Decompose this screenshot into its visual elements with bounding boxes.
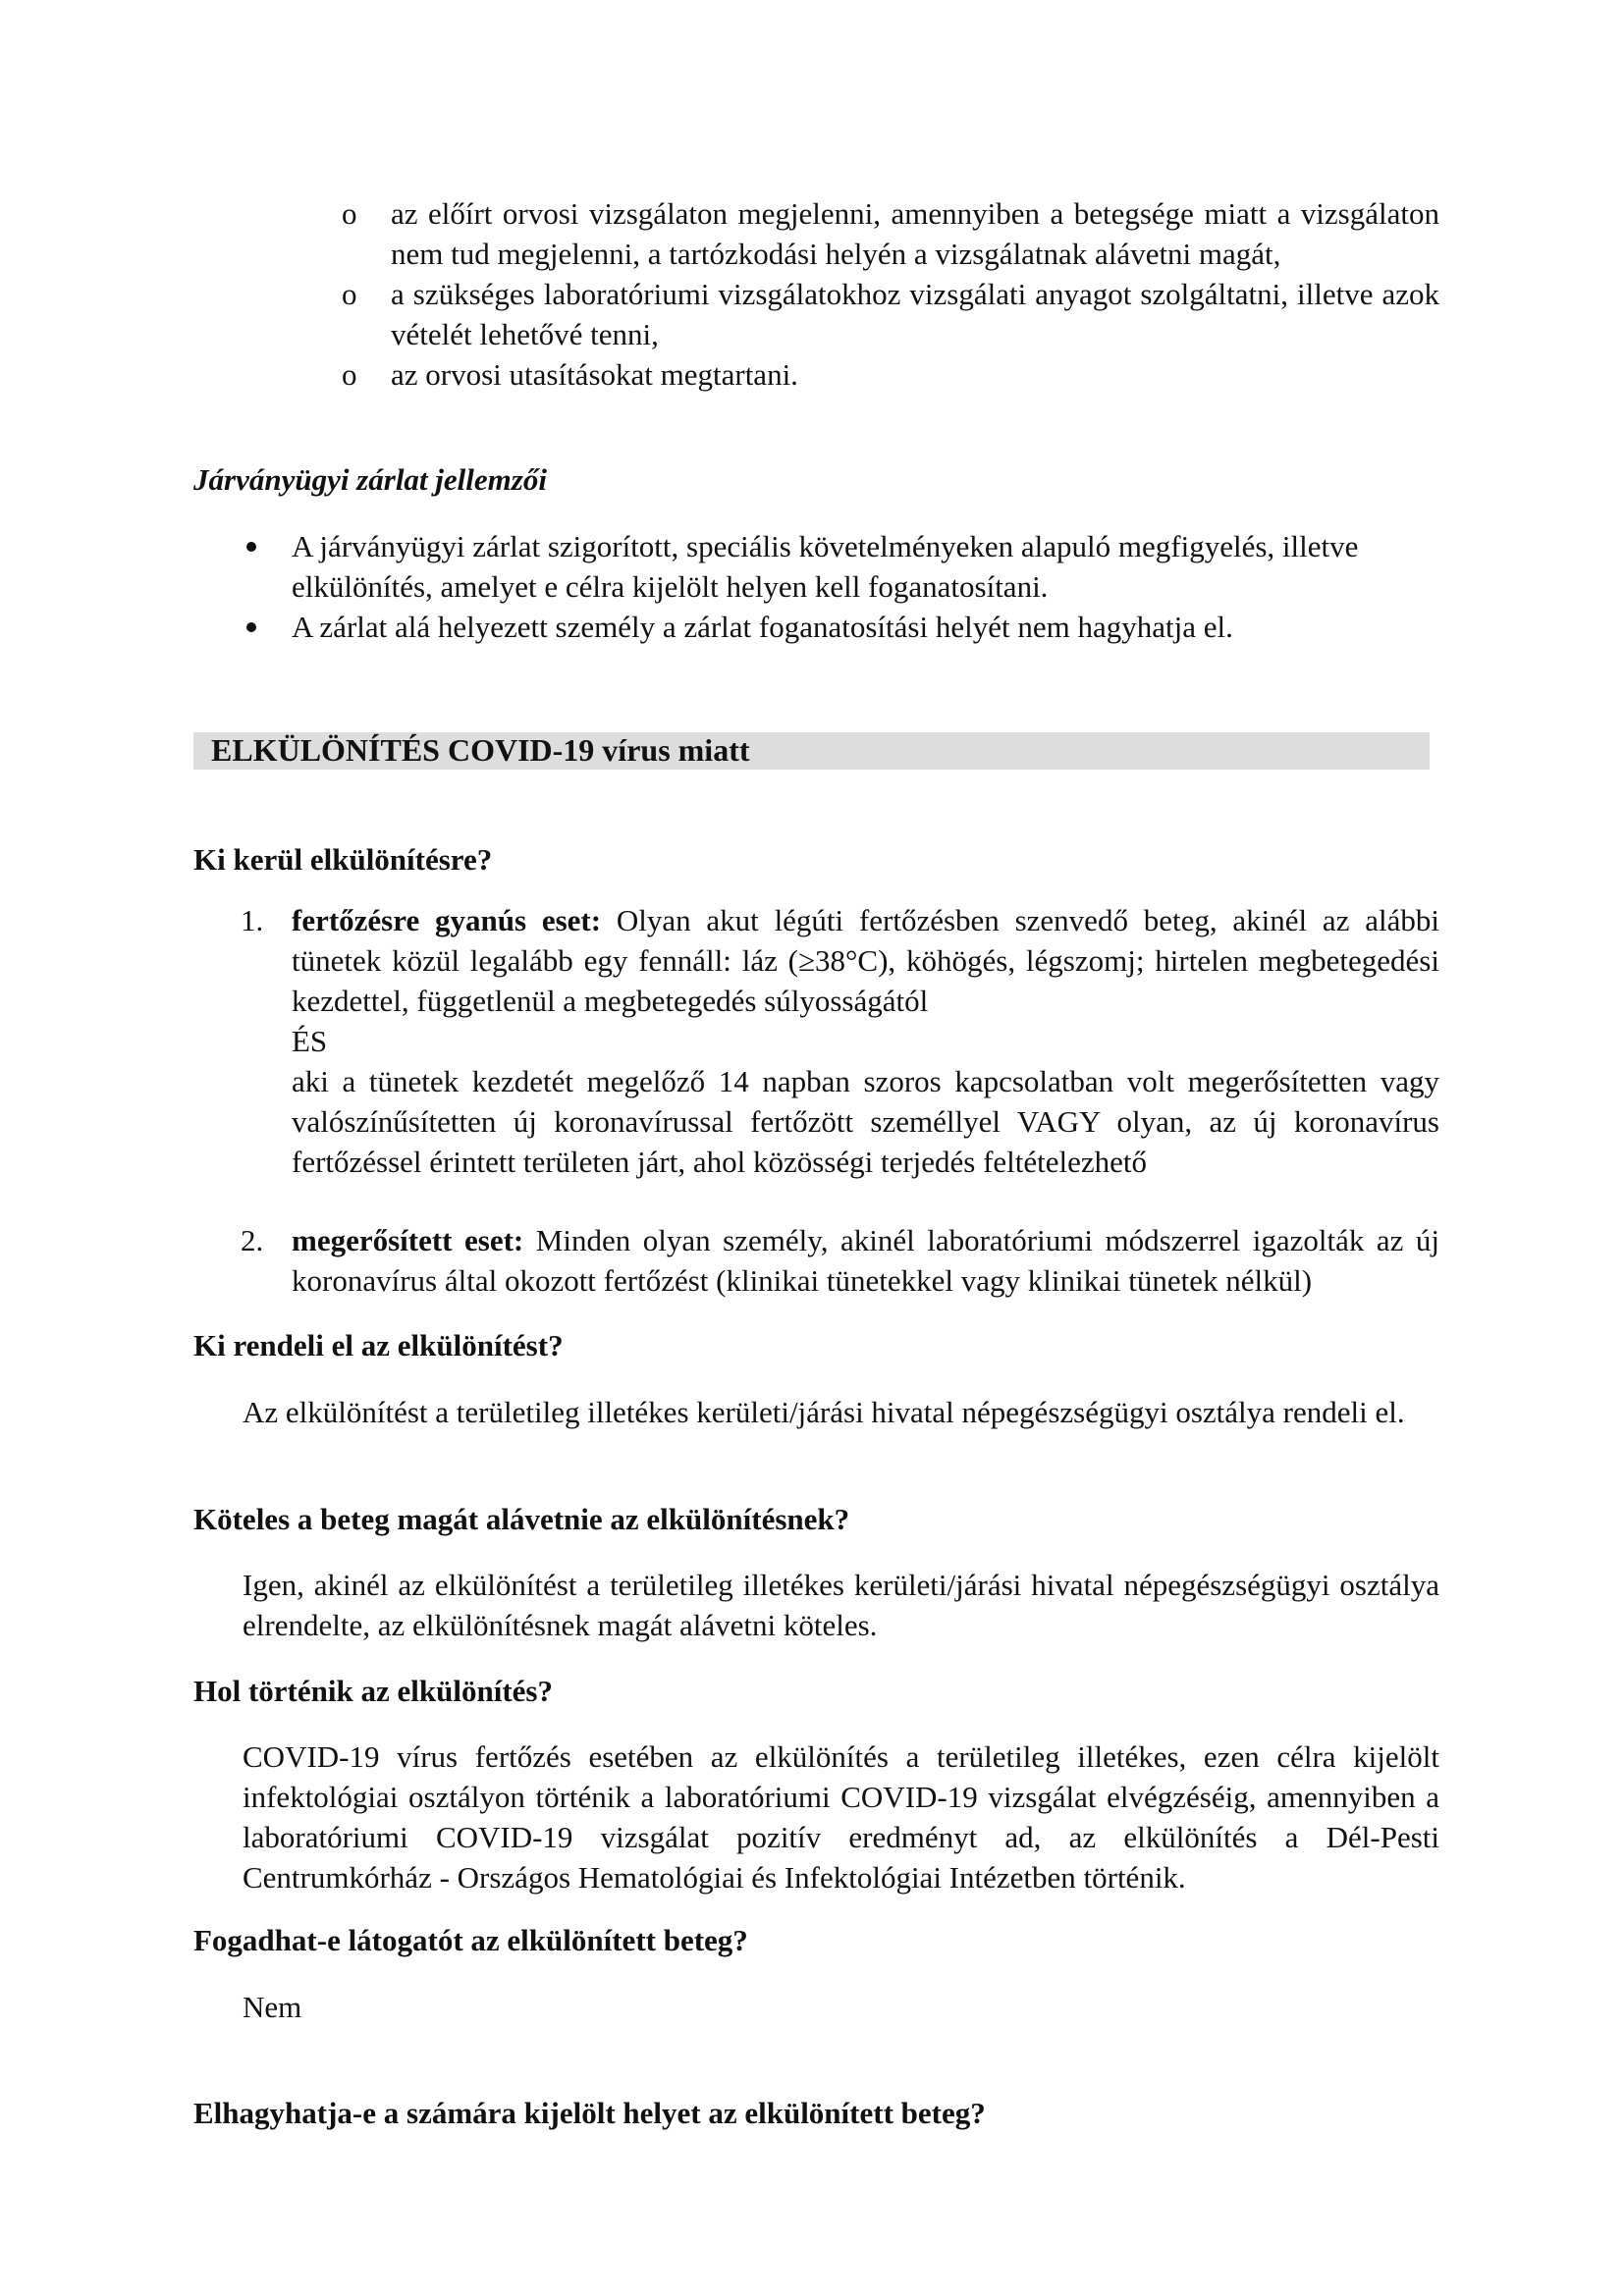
list-item	[241, 607, 1440, 647]
question-heading: Köteles a beteg magát alávetnie az elkülönítésnek?	[193, 1502, 850, 1536]
list-item	[241, 1220, 1439, 1301]
definition-text: Olyan akut légúti fertőzésben szenvedő beteg, akinél az alábbi tünetek közül legalább egy fennáll: láz (≥38°C), köhögés, légszomj; hirtelen megbetegedési kezdettel, függetlenül a megbetegedés súlyosságától	[292, 903, 1439, 1018]
numbered-list	[241, 1220, 1439, 1301]
connector-text: ÉS	[292, 1024, 328, 1058]
list-number: 1.	[241, 903, 264, 937]
numbered-list	[241, 900, 1439, 1182]
list-item-text: A zárlat alá helyezett személy a zárlat foganatosítási helyét nem hagyhatja el.	[292, 610, 1233, 644]
list-item	[334, 354, 1439, 395]
question-heading: Fogadhat-e látogatót az elkülönített beteg?	[193, 1923, 748, 1957]
term: fertőzésre gyanús eset:	[292, 903, 602, 937]
list-item	[334, 274, 1439, 354]
list-item-text: a szükséges laboratóriumi vizsgálatokhoz vizsgálati anyagot szolgáltatni, illetve azok vételét lehetővé tenni,	[391, 277, 1439, 351]
list-item	[334, 193, 1439, 274]
list-item-text: az előírt orvosi vizsgálaton megjelenni, amennyiben a betegsége miatt a vizsgálaton nem tud megjelenni, a tartózkodási helyén a vizsgálatnak alávetni magát,	[391, 196, 1439, 271]
answer-text: Igen, akinél az elkülönítést a területileg illetékes kerületi/járási hivatal népegészségügyi osztálya elrendelte, az elkülönítésnek magát alávetni köteles.	[243, 1568, 1439, 1642]
question-heading: Elhagyhatja-e a számára kijelölt helyet az elkülönített beteg?	[193, 2096, 986, 2130]
obligations-sublist	[334, 193, 1439, 395]
section-title: ELKÜLÖNÍTÉS COVID-19 vírus miatt	[211, 732, 750, 768]
circle-bullet-icon: o	[342, 357, 357, 392]
bullet-icon	[246, 622, 256, 632]
question-heading: Ki rendeli el az elkülönítést?	[193, 1328, 564, 1362]
answer-text: COVID-19 vírus fertőzés esetében az elkülönítés a területileg illetékes, ezen célra kijelölt infektológiai osztályon történik a laboratóriumi COVID-19 vizsgálat elvégzéséig, amennyiben a laboratóriumi COVID-19 vizsgálat pozitív eredményt ad, az elkülönítés a Dél-Pesti Centrumkórház - Országos Hematológiai és Infektológiai Intézetben történik.	[243, 1739, 1439, 1895]
bullet-icon	[246, 542, 256, 552]
question-heading: Ki kerül elkülönítésre?	[193, 842, 493, 877]
list-item	[241, 526, 1440, 607]
definition-text: Minden olyan személy, akinél laboratóriumi módszerrel igazolták az új koronavírus által okozott fertőzést (klinikai tünetekkel vagy klinikai tünetek nélkül)	[292, 1223, 1439, 1298]
section-heading-band	[193, 732, 1430, 770]
answer-text: Nem	[243, 1990, 302, 2024]
circle-bullet-icon: o	[342, 277, 357, 311]
list-item-text: az orvosi utasításokat megtartani.	[391, 357, 798, 392]
zarlat-heading: Járványügyi zárlat jellemzői	[193, 462, 547, 497]
list-item-text: A járványügyi zárlat szigorított, speciális követelményeken alapuló megfigyelés, illetve elkülönítés, amelyet e célra kijelölt helyen kell foganatosítani.	[292, 529, 1359, 604]
answer-text: Az elkülönítést a területileg illetékes kerületi/járási hivatal népegészségügyi osztálya rendeli el.	[243, 1395, 1405, 1429]
circle-bullet-icon: o	[342, 196, 357, 231]
definition-text-continued: aki a tünetek kezdetét megelőző 14 napban szoros kapcsolatban volt megerősítetten vagy valószínűsítetten új koronavírussal fertőzött személlyel VAGY olyan, az új koronavírus fertőzéssel érintett területen járt, ahol közösségi terjedés feltételezhető	[292, 1064, 1439, 1179]
question-heading: Hol történik az elkülönítés?	[193, 1674, 553, 1708]
zarlat-bullet-list	[241, 526, 1440, 647]
list-number: 2.	[241, 1223, 264, 1257]
list-item	[241, 900, 1439, 1182]
term: megerősített eset:	[292, 1223, 524, 1257]
